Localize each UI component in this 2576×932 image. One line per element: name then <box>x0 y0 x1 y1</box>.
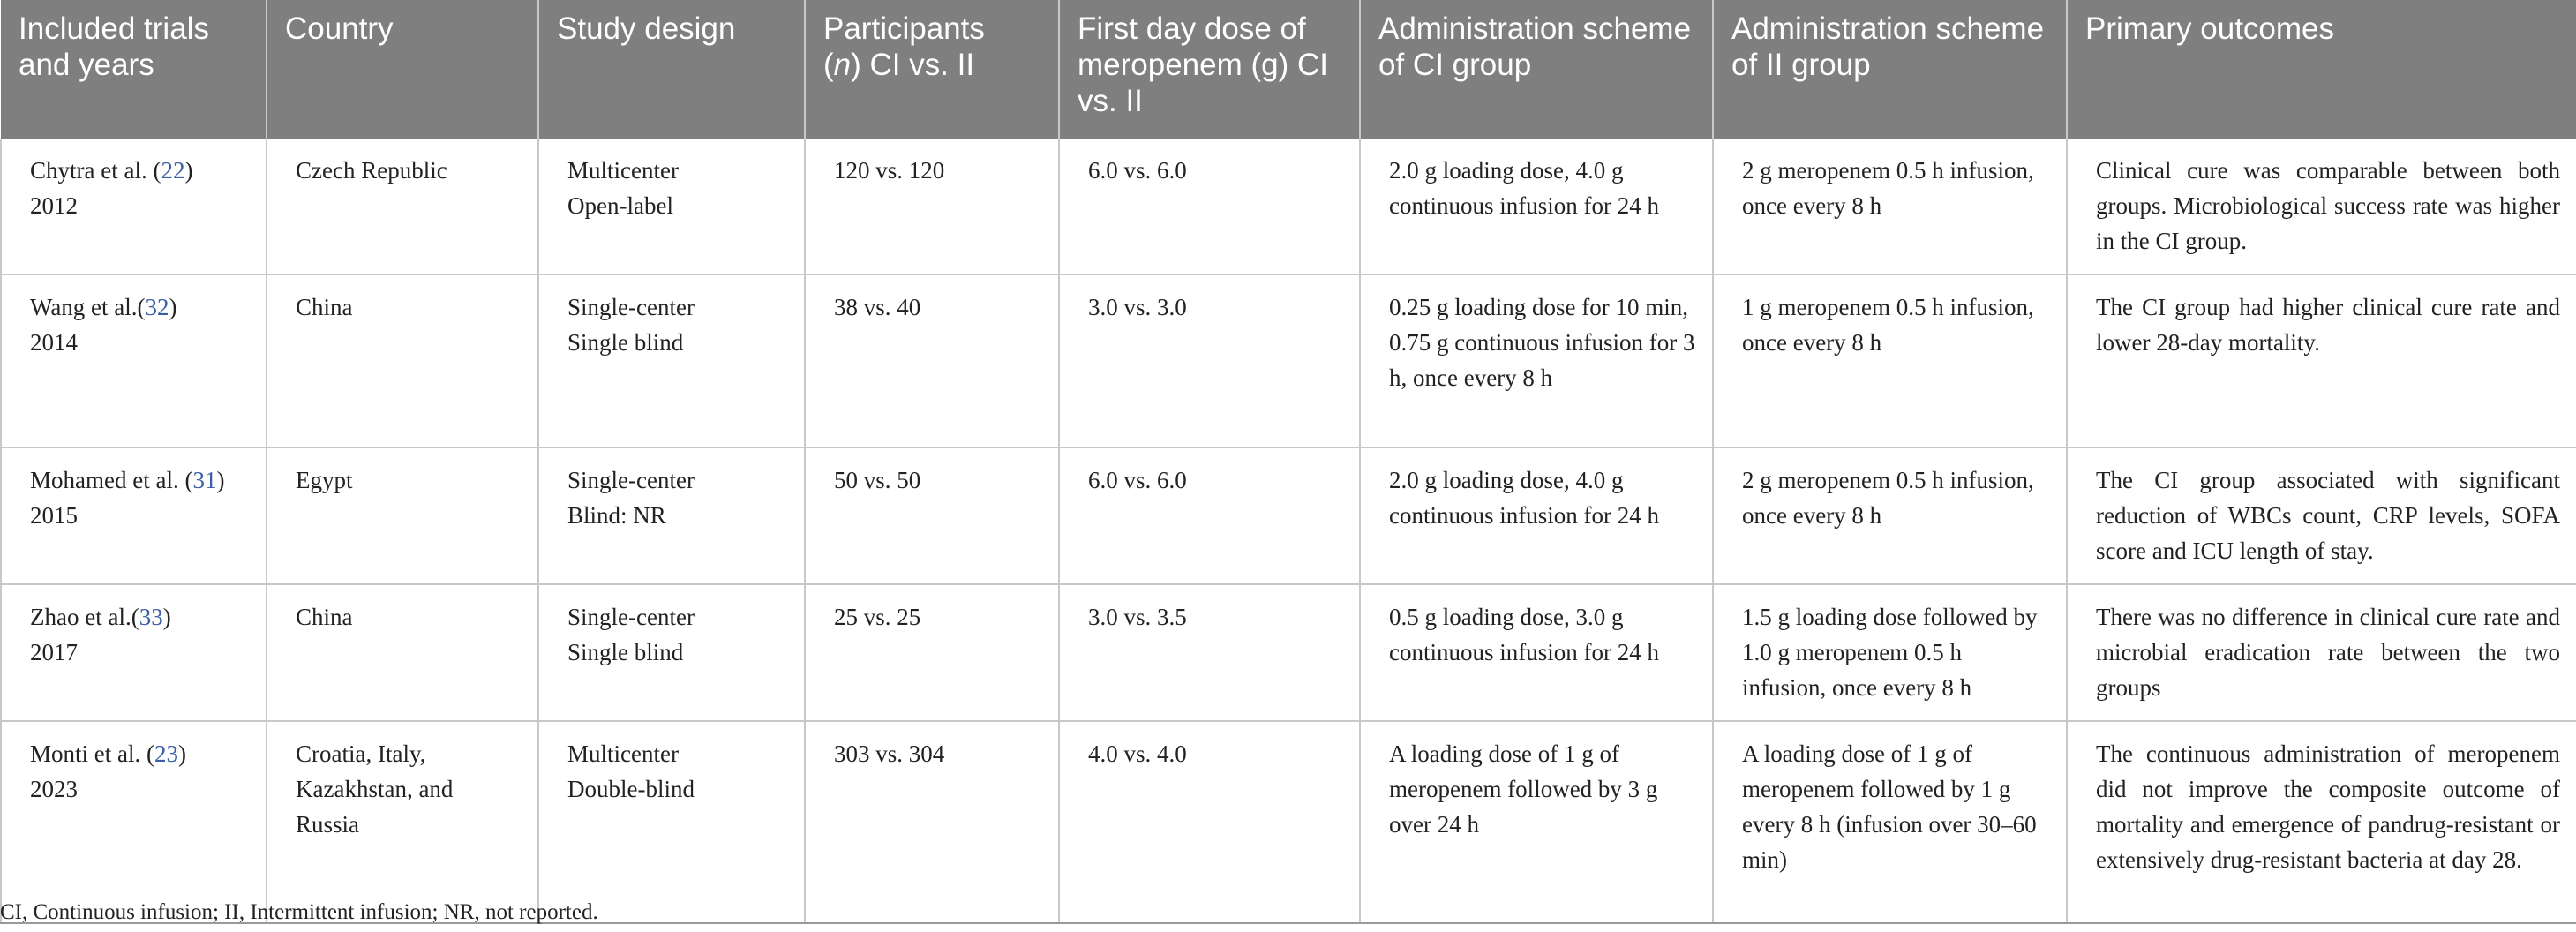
header-participants-n: n <box>833 48 852 82</box>
cell-design: Single-center Blind: NR <box>538 447 805 584</box>
table-row <box>1 584 2576 721</box>
cell-country: Croatia, Italy, Kazakhstan, and Russia <box>267 721 538 923</box>
cell-trial <box>1 447 267 584</box>
reference-link[interactable]: 31 <box>192 467 217 493</box>
header-ci-scheme: Administration scheme of CI group <box>1360 0 1713 139</box>
cell-ii-scheme: 1.5 g loading dose followed by 1.0 g meropenem 0.5 h infusion, once every 8 h <box>1713 584 2067 721</box>
cell-country: China <box>267 584 538 721</box>
cell-ii-scheme: 2 g meropenem 0.5 h infusion, once every 8 h <box>1713 447 2067 584</box>
trial-year: 2012 <box>30 192 78 219</box>
trial-ref-close: ) <box>177 740 186 767</box>
cell-participants: 50 vs. 50 <box>805 447 1059 584</box>
header-primary-outcomes: Primary outcomes <box>2067 0 2576 139</box>
header-ii-scheme: Administration scheme of II group <box>1713 0 2067 139</box>
trial-ref-close: ) <box>169 294 177 320</box>
table-footnote: CI, Continuous infusion; II, Intermittent infusion; NR, not reported. <box>0 900 598 924</box>
table-row <box>1 447 2576 584</box>
reference-link[interactable]: 22 <box>161 157 185 184</box>
cell-trial <box>1 721 267 923</box>
reference-link[interactable]: 33 <box>139 604 163 630</box>
cell-country: China <box>267 274 538 447</box>
header-first-day-dose: First day dose of meropenem (g) CI vs. II <box>1059 0 1360 139</box>
header-participants-label: Participants <box>823 11 985 46</box>
table-row <box>1 139 2576 274</box>
trial-year: 2015 <box>30 502 78 529</box>
trial-ref-close: ) <box>216 467 225 493</box>
cell-outcome: The CI group associated with significant reduction of WBCs count, CRP levels, SOFA score and ICU length of stay. <box>2067 447 2576 584</box>
trial-author: Wang et al.( <box>30 294 146 320</box>
cell-country: Czech Republic <box>267 139 538 274</box>
trial-ref-close: ) <box>184 157 193 184</box>
trial-year: 2023 <box>30 776 78 802</box>
cell-dose: 6.0 vs. 6.0 <box>1059 139 1360 274</box>
cell-design: Multicenter Double-blind <box>538 721 805 923</box>
cell-participants: 38 vs. 40 <box>805 274 1059 447</box>
table-row <box>1 274 2576 447</box>
cell-outcome: The continuous administration of meropenem did not improve the composite outcome of mortality and emergence of pandrug-resistant or extensively drug-resistant bacteria at day 28. <box>2067 721 2576 923</box>
trial-year: 2017 <box>30 639 78 665</box>
cell-trial <box>1 274 267 447</box>
cell-ci-scheme: 2.0 g loading dose, 4.0 g continuous infusion for 24 h <box>1360 447 1713 584</box>
trial-year: 2014 <box>30 329 78 356</box>
cell-dose: 4.0 vs. 4.0 <box>1059 721 1360 923</box>
trial-author: Chytra et al. ( <box>30 157 161 184</box>
trial-author: Monti et al. ( <box>30 740 154 767</box>
cell-ci-scheme: A loading dose of 1 g of meropenem followed by 3 g over 24 h <box>1360 721 1713 923</box>
cell-design: Single-center Single blind <box>538 274 805 447</box>
cell-ii-scheme: A loading dose of 1 g of meropenem followed by 1 g every 8 h (infusion over 30–60 min) <box>1713 721 2067 923</box>
trial-author: Mohamed et al. ( <box>30 467 193 493</box>
cell-trial <box>1 139 267 274</box>
header-participants <box>805 0 1059 139</box>
reference-link[interactable]: 23 <box>154 740 178 767</box>
cell-country: Egypt <box>267 447 538 584</box>
cell-participants: 120 vs. 120 <box>805 139 1059 274</box>
cell-design: Single-center Single blind <box>538 584 805 721</box>
cell-ii-scheme: 2 g meropenem 0.5 h infusion, once every 8 h <box>1713 139 2067 274</box>
header-study-design: Study design <box>538 0 805 139</box>
cell-dose: 3.0 vs. 3.5 <box>1059 584 1360 721</box>
trial-ref-close: ) <box>162 604 171 630</box>
cell-ci-scheme: 0.25 g loading dose for 10 min, 0.75 g continuous infusion for 3 h, once every 8 h <box>1360 274 1713 447</box>
header-participants-ci-ii: ) CI vs. II <box>851 48 975 82</box>
cell-trial <box>1 584 267 721</box>
table-row <box>1 721 2576 923</box>
reference-link[interactable]: 32 <box>145 294 169 320</box>
cell-dose: 6.0 vs. 6.0 <box>1059 447 1360 584</box>
table-header-row <box>1 0 2576 139</box>
cell-dose: 3.0 vs. 3.0 <box>1059 274 1360 447</box>
cell-ci-scheme: 2.0 g loading dose, 4.0 g continuous infusion for 24 h <box>1360 139 1713 274</box>
header-country: Country <box>267 0 538 139</box>
header-trials-years: Included trials and years <box>1 0 267 139</box>
cell-participants: 25 vs. 25 <box>805 584 1059 721</box>
cell-outcome: Clinical cure was comparable between both groups. Microbiological success rate was higher in the CI group. <box>2067 139 2576 274</box>
cell-design: Multicenter Open-label <box>538 139 805 274</box>
trial-author: Zhao et al.( <box>30 604 139 630</box>
cell-outcome: The CI group had higher clinical cure rate and lower 28-day mortality. <box>2067 274 2576 447</box>
cell-ci-scheme: 0.5 g loading dose, 3.0 g continuous infusion for 24 h <box>1360 584 1713 721</box>
header-participants-n-open: ( <box>823 48 834 82</box>
cell-participants: 303 vs. 304 <box>805 721 1059 923</box>
cell-outcome: There was no difference in clinical cure rate and microbial eradication rate between the two groups <box>2067 584 2576 721</box>
cell-ii-scheme: 1 g meropenem 0.5 h infusion, once every 8 h <box>1713 274 2067 447</box>
